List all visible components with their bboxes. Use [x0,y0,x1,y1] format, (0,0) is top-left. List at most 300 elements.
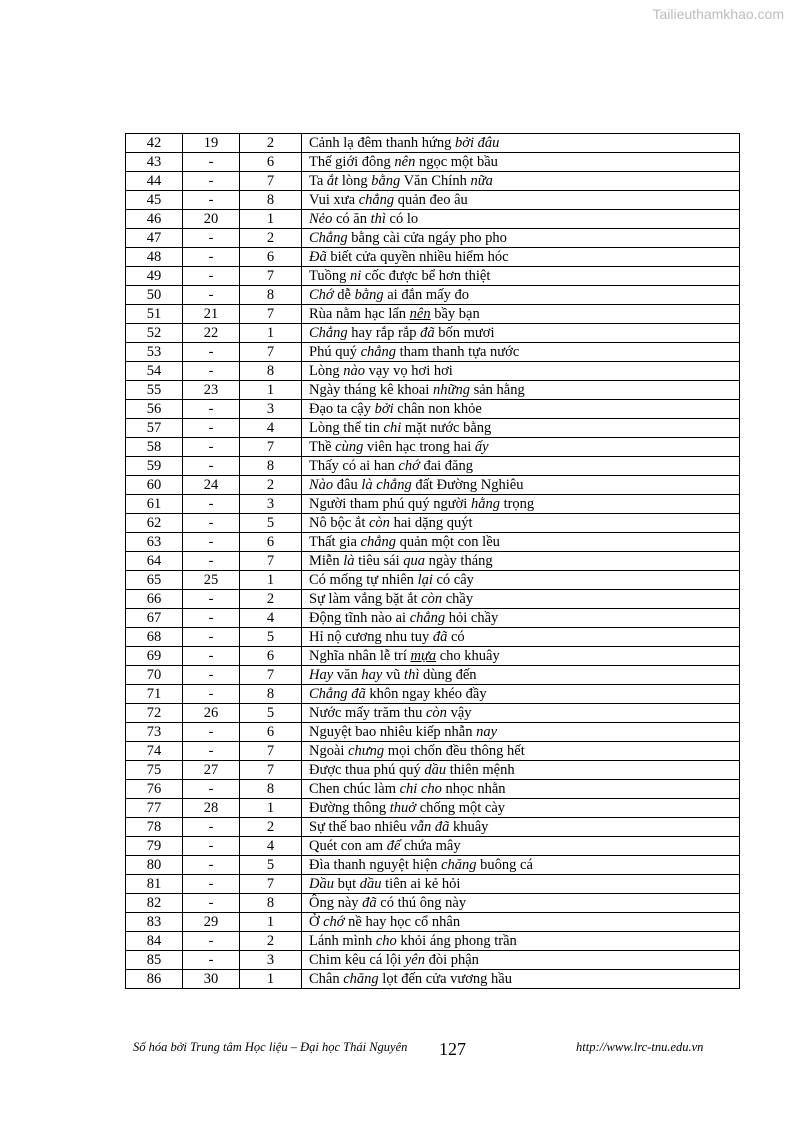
verse-text: có lo [385,211,419,227]
verse-emphasis: Dầu [309,876,334,892]
verse-text: viên hạc trong hai [363,439,475,455]
verse-text: trọng [499,496,535,512]
verse-text: hỏi chầy [445,610,499,626]
line-cell: 1 [240,210,302,229]
verse-emphasis: cùng [335,439,364,455]
verse-text: dễ [333,287,355,303]
row-number-cell: 68 [126,628,183,647]
page-cell: - [183,419,240,438]
table-row [126,229,740,248]
verse-text: Quét con am [309,838,387,854]
table-row [126,818,740,837]
verse-cell [302,818,740,837]
verse-emphasis: Đã [309,249,327,265]
table-row [126,248,740,267]
verse-text: vậy [446,705,472,721]
page-number: 127 [439,1039,466,1059]
verse-cell [302,951,740,970]
verse-emphasis: chẳng [360,344,397,360]
line-cell: 2 [240,476,302,495]
verse-table [125,133,740,989]
row-number-cell: 79 [126,837,183,856]
row-number-cell: 49 [126,267,183,286]
verse-cell [302,894,740,913]
verse-emphasis: chi cho [399,781,442,797]
table-row [126,172,740,191]
verse-emphasis: thì [404,667,420,683]
line-cell: 7 [240,305,302,324]
verse-emphasis: ni [349,268,362,284]
verse-cell [302,191,740,210]
verse-emphasis: Chẳng đã [309,686,366,702]
verse-text: Thề [309,439,336,455]
page-cell: - [183,685,240,704]
line-cell: 5 [240,514,302,533]
table-row [126,571,740,590]
verse-text: buông cá [476,857,533,873]
page-cell: - [183,495,240,514]
table-row [126,666,740,685]
verse-cell [302,761,740,780]
verse-text: Người tham phú quý người [309,496,471,512]
page-cell: 21 [183,305,240,324]
verse-emphasis: chăng [441,857,477,873]
verse-cell [302,780,740,799]
verse-emphasis: Nào [309,477,334,493]
verse-text: hai dặng quýt [389,515,473,531]
line-cell: 8 [240,457,302,476]
line-cell: 3 [240,495,302,514]
verse-emphasis: chẳng [358,192,395,208]
line-cell: 7 [240,761,302,780]
verse-text: lòng [338,173,372,189]
line-cell: 8 [240,894,302,913]
line-cell: 6 [240,248,302,267]
row-number-cell: 46 [126,210,183,229]
verse-text: Ông này [309,895,363,911]
page-cell: - [183,818,240,837]
verse-emphasis: hay [361,667,383,683]
verse-emphasis: Hay [309,667,334,683]
line-cell: 3 [240,400,302,419]
row-number-cell: 73 [126,723,183,742]
row-number-cell: 42 [126,134,183,153]
table-row [126,210,740,229]
verse-emphasis: mựa [410,648,437,664]
table-row [126,400,740,419]
verse-text: quản một con lều [395,534,500,550]
line-cell: 8 [240,685,302,704]
verse-text: Chim kêu cá lội [309,952,405,968]
verse-emphasis: lại [417,572,433,588]
line-cell: 2 [240,590,302,609]
verse-text: Sự thế bao nhiêu [309,819,411,835]
row-number-cell: 59 [126,457,183,476]
verse-text: cho khuây [436,648,500,664]
verse-text: Vui xưa [309,192,359,208]
page-cell: - [183,780,240,799]
verse-text: bầy bạn [430,306,480,322]
verse-emphasis: nên [409,306,431,322]
verse-text: Chân [309,971,344,987]
verse-text: quản đeo âu [394,192,468,208]
verse-emphasis: ắt [326,173,339,189]
page-cell: - [183,267,240,286]
verse-text: bằng cài cửa ngáy pho pho [347,230,507,246]
row-number-cell: 52 [126,324,183,343]
verse-text: mặt nước bằng [401,420,492,436]
table-row [126,438,740,457]
page-cell: - [183,647,240,666]
row-number-cell: 44 [126,172,183,191]
line-cell: 5 [240,628,302,647]
verse-text: có ăn [332,211,371,227]
verse-emphasis: chớ [398,458,420,474]
page-cell: 20 [183,210,240,229]
row-number-cell: 65 [126,571,183,590]
verse-cell [302,590,740,609]
verse-emphasis: Chẳng [309,325,348,341]
verse-cell [302,609,740,628]
row-number-cell: 51 [126,305,183,324]
verse-text: Đạo ta cậy [309,401,375,417]
row-number-cell: 54 [126,362,183,381]
verse-text: Lòng thể tin [309,420,384,436]
verse-cell [302,647,740,666]
row-number-cell: 58 [126,438,183,457]
line-cell: 6 [240,153,302,172]
verse-text: Lòng [309,363,344,379]
verse-text: bốn mươi [434,325,495,341]
verse-cell [302,286,740,305]
verse-text: biết cửa quyền nhiều hiểm hóc [326,249,509,265]
row-number-cell: 69 [126,647,183,666]
table-row [126,419,740,438]
line-cell: 7 [240,875,302,894]
table-row [126,932,740,951]
verse-cell [302,495,740,514]
page-cell: 25 [183,571,240,590]
verse-emphasis: Chẳng [309,230,348,246]
line-cell: 6 [240,723,302,742]
row-number-cell: 45 [126,191,183,210]
verse-cell [302,514,740,533]
table-row [126,723,740,742]
verse-text: có cây [432,572,474,588]
row-number-cell: 85 [126,951,183,970]
line-cell: 1 [240,324,302,343]
page-cell: - [183,533,240,552]
footer-url: http://www.lrc-tnu.edu.vn [576,1040,704,1054]
verse-text: cốc được bể hơn thiệt [361,268,491,284]
verse-text: Văn Chính [400,173,471,189]
page-cell: - [183,609,240,628]
verse-text: tiêu sái [354,553,404,569]
page-cell: - [183,153,240,172]
verse-cell [302,875,740,894]
page-cell: - [183,438,240,457]
verse-emphasis: chưng [348,743,385,759]
table-row [126,913,740,932]
verse-text: Tuồng [309,268,350,284]
page-cell: 24 [183,476,240,495]
verse-text: khuây [449,819,489,835]
verse-cell [302,438,740,457]
verse-text: hay rắp rắp [347,325,421,341]
verse-emphasis: nay [476,724,498,740]
table-row [126,590,740,609]
verse-emphasis: còn [421,591,443,607]
verse-cell [302,628,740,647]
verse-text: nề hay học cổ nhân [344,914,461,930]
table-row [126,799,740,818]
row-number-cell: 86 [126,970,183,989]
row-number-cell: 72 [126,704,183,723]
line-cell: 7 [240,742,302,761]
verse-cell [302,324,740,343]
table-row [126,951,740,970]
verse-emphasis: còn [426,705,447,721]
verse-cell [302,210,740,229]
row-number-cell: 60 [126,476,183,495]
page-cell: - [183,191,240,210]
verse-text: bụt [333,876,360,892]
row-number-cell: 47 [126,229,183,248]
page-cell: - [183,400,240,419]
verse-emphasis: nào [343,363,365,379]
verse-cell [302,419,740,438]
verse-emphasis: hằng [470,496,500,512]
verse-text: Ta [309,173,327,189]
verse-cell [302,837,740,856]
verse-text: đâu [333,477,362,493]
verse-text: chứa mây [400,838,461,854]
line-cell: 2 [240,229,302,248]
table-row [126,514,740,533]
line-cell: 8 [240,362,302,381]
verse-text: nhọc nhằn [441,781,506,797]
verse-emphasis: chi [383,420,402,436]
page-cell: - [183,742,240,761]
verse-emphasis: chớ [323,914,345,930]
verse-text: Đường thông [309,800,390,816]
table-row [126,609,740,628]
verse-text: có [447,629,465,645]
verse-emphasis: bởi [374,401,394,417]
line-cell: 7 [240,438,302,457]
verse-emphasis: vẫn đã [410,819,450,835]
verse-cell [302,343,740,362]
table-row [126,457,740,476]
row-number-cell: 64 [126,552,183,571]
verse-text: sản hằng [469,382,525,398]
table-row [126,324,740,343]
page-cell: - [183,875,240,894]
verse-emphasis: nên [394,154,416,170]
row-number-cell: 63 [126,533,183,552]
line-cell: 2 [240,134,302,153]
row-number-cell: 75 [126,761,183,780]
row-number-cell: 78 [126,818,183,837]
line-cell: 1 [240,381,302,400]
verse-emphasis: chẳng [409,610,446,626]
table-row [126,894,740,913]
verse-text: vạy vọ hơi hơi [364,363,453,379]
table-row [126,191,740,210]
page-cell: 22 [183,324,240,343]
verse-cell [302,799,740,818]
verse-text: Hỉ nộ cương nhu tuy [309,629,433,645]
page-cell: - [183,590,240,609]
table-row [126,685,740,704]
line-cell: 8 [240,191,302,210]
verse-text: Sự làm vắng bặt ắt [309,591,422,607]
table-row [126,476,740,495]
verse-cell [302,932,740,951]
verse-text: đất Đường Nghiêu [411,477,524,493]
row-number-cell: 61 [126,495,183,514]
line-cell: 8 [240,780,302,799]
page-cell: - [183,628,240,647]
verse-text: chầy [442,591,474,607]
line-cell: 2 [240,932,302,951]
table-row [126,742,740,761]
page-cell: - [183,951,240,970]
verse-cell [302,134,740,153]
verse-emphasis: thuở [389,800,417,816]
table-row [126,362,740,381]
page-cell: - [183,229,240,248]
verse-cell [302,685,740,704]
verse-text: tham thanh tựa nước [396,344,520,360]
table-row [126,647,740,666]
row-number-cell: 84 [126,932,183,951]
page-cell: - [183,343,240,362]
verse-text: chống một cày [416,800,506,816]
verse-emphasis: chẳng [360,534,396,550]
verse-emphasis: đã [432,629,448,645]
row-number-cell: 50 [126,286,183,305]
table-row [126,875,740,894]
verse-emphasis: Nẻo [309,211,333,227]
page-cell: 27 [183,761,240,780]
verse-emphasis: là chẳng [361,477,412,493]
page-cell: - [183,723,240,742]
verse-emphasis: nữa [470,173,493,189]
row-number-cell: 70 [126,666,183,685]
verse-emphasis: yên [404,952,425,968]
verse-text: vũ [382,667,405,683]
verse-text: thiên mệnh [446,762,515,778]
page-cell: - [183,666,240,685]
row-number-cell: 74 [126,742,183,761]
page-cell: 28 [183,799,240,818]
line-cell: 3 [240,951,302,970]
footer-source: Số hóa bởi Trung tâm Học liệu – Đại học Thái Nguyên [133,1040,408,1054]
page-cell: - [183,248,240,267]
line-cell: 7 [240,267,302,286]
line-cell: 2 [240,818,302,837]
line-cell: 6 [240,647,302,666]
line-cell: 5 [240,856,302,875]
page-cell: - [183,457,240,476]
page-cell: - [183,514,240,533]
verse-text: Đìa thanh nguyệt hiện [309,857,442,873]
table-row [126,780,740,799]
verse-emphasis: đã [362,895,377,911]
line-cell: 7 [240,172,302,191]
row-number-cell: 62 [126,514,183,533]
line-cell: 4 [240,419,302,438]
row-number-cell: 83 [126,913,183,932]
line-cell: 4 [240,837,302,856]
verse-emphasis: bởi đâu [454,135,500,151]
table-row [126,153,740,172]
verse-text: lọt đến cửa vương hầu [378,971,512,987]
verse-emphasis: còn [369,515,390,531]
verse-text: dùng đến [419,667,477,683]
table-row [126,761,740,780]
verse-text: Được thua phú quý [309,762,425,778]
verse-cell [302,248,740,267]
verse-cell [302,362,740,381]
page-cell: - [183,362,240,381]
verse-text: Thế giới đông [309,154,395,170]
line-cell: 8 [240,286,302,305]
verse-cell [302,229,740,248]
line-cell: 1 [240,913,302,932]
verse-text: Nô bộc ắt [309,515,369,531]
verse-text: Phú quý [309,344,361,360]
table-row [126,305,740,324]
row-number-cell: 81 [126,875,183,894]
verse-cell [302,381,740,400]
verse-cell [302,267,740,286]
verse-text: chân non khỏe [393,401,482,417]
table-row [126,533,740,552]
verse-text: ngọc một bầu [415,154,498,170]
watermark: Tailieuthamkhao.com [652,6,784,22]
verse-cell [302,913,740,932]
verse-text: Chen chúc làm [309,781,400,797]
line-cell: 7 [240,666,302,685]
verse-text: khôn ngay khéo đầy [365,686,487,702]
verse-text: Nước mấy trăm thu [309,705,426,721]
verse-cell [302,153,740,172]
table-row [126,381,740,400]
row-number-cell: 67 [126,609,183,628]
table-row [126,704,740,723]
table-row [126,970,740,989]
verse-text: văn [333,667,362,683]
verse-text: Động tĩnh nào ai [309,610,410,626]
verse-emphasis: thì [370,211,386,227]
row-number-cell: 48 [126,248,183,267]
verse-text: Thất gia [309,534,361,550]
table-row [126,628,740,647]
verse-emphasis: dầu [424,762,447,778]
verse-emphasis: Chớ [309,287,334,303]
line-cell: 4 [240,609,302,628]
line-cell: 1 [240,571,302,590]
page-cell: 23 [183,381,240,400]
verse-text: Nguyệt bao nhiêu kiếp nhẫn [309,724,477,740]
verse-emphasis: bằng [354,287,384,303]
table-row [126,552,740,571]
verse-cell [302,457,740,476]
line-cell: 6 [240,533,302,552]
verse-text: có thú ông này [376,895,467,911]
